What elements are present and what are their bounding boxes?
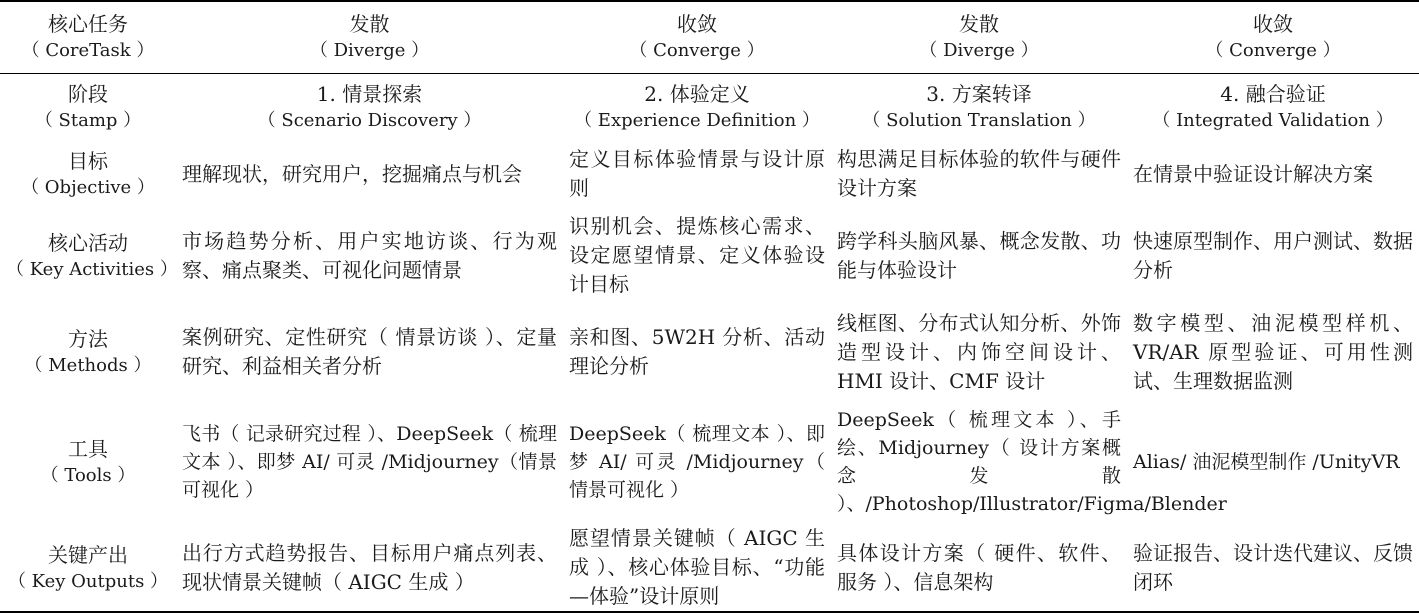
key-outputs-label xyxy=(0,524,176,612)
tools-cell-1: 飞书（ 记录研究过程 ）、DeepSeek（ 梳理文本 ）、即梦 AI/ 可灵 /Midjourney（情景可视化 ） xyxy=(182,423,557,501)
header-col-1 xyxy=(176,1,563,73)
stage-col-3 xyxy=(831,73,1127,141)
tools-label-en: （ Tools ） xyxy=(40,465,136,486)
tools-label-zh: 工具 xyxy=(68,437,108,461)
header-col-1-zh: 发散 xyxy=(349,12,390,37)
stage-col-2-zh: 2. 体验定义 xyxy=(644,82,750,107)
methods-label-zh: 方法 xyxy=(68,327,108,351)
key-activities-label-en: （ Key Activities ） xyxy=(6,258,178,280)
header-col-3-en: （ Diverge ） xyxy=(919,40,1039,62)
stage-col-2 xyxy=(563,73,831,141)
header-col-3 xyxy=(831,1,1127,73)
key-activities-cell-4: 快速原型制作、用户测试、数据分析 xyxy=(1133,228,1413,282)
objective-label-zh: 目标 xyxy=(68,149,108,173)
core-task-zh: 核心任务 xyxy=(48,12,128,37)
key-activities-label xyxy=(0,207,176,304)
stage-label-en: （ Stamp ） xyxy=(34,110,142,132)
stage-label-zh: 阶段 xyxy=(68,82,108,107)
header-col-4-en: （ Converge ） xyxy=(1205,40,1341,62)
header-col-4 xyxy=(1127,1,1419,73)
stage-col-1 xyxy=(176,73,563,141)
tools-row xyxy=(0,400,1419,524)
header-col-4-zh: 收敛 xyxy=(1253,12,1293,37)
tools-cell-2: DeepSeek（ 梳理文本 ）、即梦 AI/ 可灵 /Midjourney（ 情景可视化 ） xyxy=(569,423,825,501)
methods-cell-2: 亲和图、5W2H 分析、活动理论分析 xyxy=(569,325,825,378)
stage-col-4 xyxy=(1127,73,1419,141)
key-activities-label-zh: 核心活动 xyxy=(48,230,128,255)
objective-cell-1: 理解现状，研究用户，挖掘痛点与机会 xyxy=(182,161,522,186)
stage-col-3-zh: 3. 方案转译 xyxy=(926,82,1032,107)
stage-col-4-en: （ Integrated Validation ） xyxy=(1152,110,1394,132)
header-col-1-en: （ Diverge ） xyxy=(309,40,430,62)
objective-cell-4: 在情景中验证设计解决方案 xyxy=(1133,161,1373,186)
key-outputs-cell-4: 验证报告、设计迭代建议、反馈闭环 xyxy=(1127,524,1419,612)
header-col-2 xyxy=(563,1,831,73)
stage-col-3-en: （ Solution Translation ） xyxy=(862,110,1096,132)
core-task-row xyxy=(0,1,1419,73)
key-outputs-cell-1: 出行方式趋势报告、目标用户痛点列表、现状情景关键帧（ AIGC 生成 ） xyxy=(176,524,563,612)
methods-label-en: （ Methods ） xyxy=(24,355,152,376)
key-activities-row xyxy=(0,207,1419,304)
core-task-label xyxy=(0,1,176,73)
methods-cell-1: 案例研究、定性研究（ 情景访谈 ）、定量研究、利益相关者分析 xyxy=(182,325,557,378)
objective-label xyxy=(0,141,176,207)
key-activities-cell-2: 识别机会、提炼核心需求、设定愿望情景、定义体验设计目标 xyxy=(569,214,825,296)
key-activities-cell-3: 跨学科头脑风暴、概念发散、功能与体验设计 xyxy=(837,228,1121,282)
key-outputs-row xyxy=(0,524,1419,612)
methods-cell-4: 数字模型、油泥模型样机、VR/AR 原型验证、可用性测试、生理数据监测 xyxy=(1133,310,1413,393)
tools-label xyxy=(0,400,176,524)
key-activities-cell-1: 市场趋势分析、用户实地访谈、行为观察、痛点聚类、可视化问题情景 xyxy=(182,228,557,282)
stage-row xyxy=(0,73,1419,141)
core-task-en: （ CoreTask ） xyxy=(21,40,155,62)
key-outputs-cell-2: 愿望情景关键帧（ AIGC 生成 ）、核心体验目标、“功能—体验”设计原则 xyxy=(563,524,831,612)
objective-cell-3: 构思满足目标体验的软件与硬件设计方案 xyxy=(837,147,1121,200)
header-col-2-zh: 收敛 xyxy=(677,12,717,37)
header-col-3-zh: 发散 xyxy=(959,12,999,37)
tools-cell-3: DeepSeek（ 梳理文本 ）、手绘、Midjourney（ 设计方案概念发散 ）、/Photoshop/Illustrator/Figma/Blender xyxy=(837,409,1227,515)
stage-col-1-zh: 1. 情景探索 xyxy=(316,82,423,107)
methods-row xyxy=(0,304,1419,400)
tools-cell-4: Alias/ 油泥模型制作 /UnityVR xyxy=(1133,451,1400,473)
key-outputs-label-en: （ Key Outputs ） xyxy=(7,570,169,592)
key-outputs-label-zh: 关键产出 xyxy=(48,542,128,567)
stage-col-2-en: （ Experience Definition ） xyxy=(574,110,820,132)
objective-cell-2: 定义目标体验情景与设计原则 xyxy=(569,147,825,200)
objective-label-en: （ Objective ） xyxy=(21,177,155,198)
key-outputs-cell-3: 具体设计方案（ 硬件、软件、服务 ）、信息架构 xyxy=(831,524,1127,612)
stage-col-4-zh: 4. 融合验证 xyxy=(1220,82,1326,107)
methods-cell-3: 线框图、分布式认知分析、外饰造型设计、内饰空间设计、HMI 设计、CMF 设计 xyxy=(837,310,1121,393)
header-col-2-en: （ Converge ） xyxy=(629,40,765,62)
stage-label xyxy=(0,73,176,141)
objective-row xyxy=(0,141,1419,207)
stage-col-1-en: （ Scenario Discovery ） xyxy=(257,110,482,132)
methods-label xyxy=(0,304,176,400)
